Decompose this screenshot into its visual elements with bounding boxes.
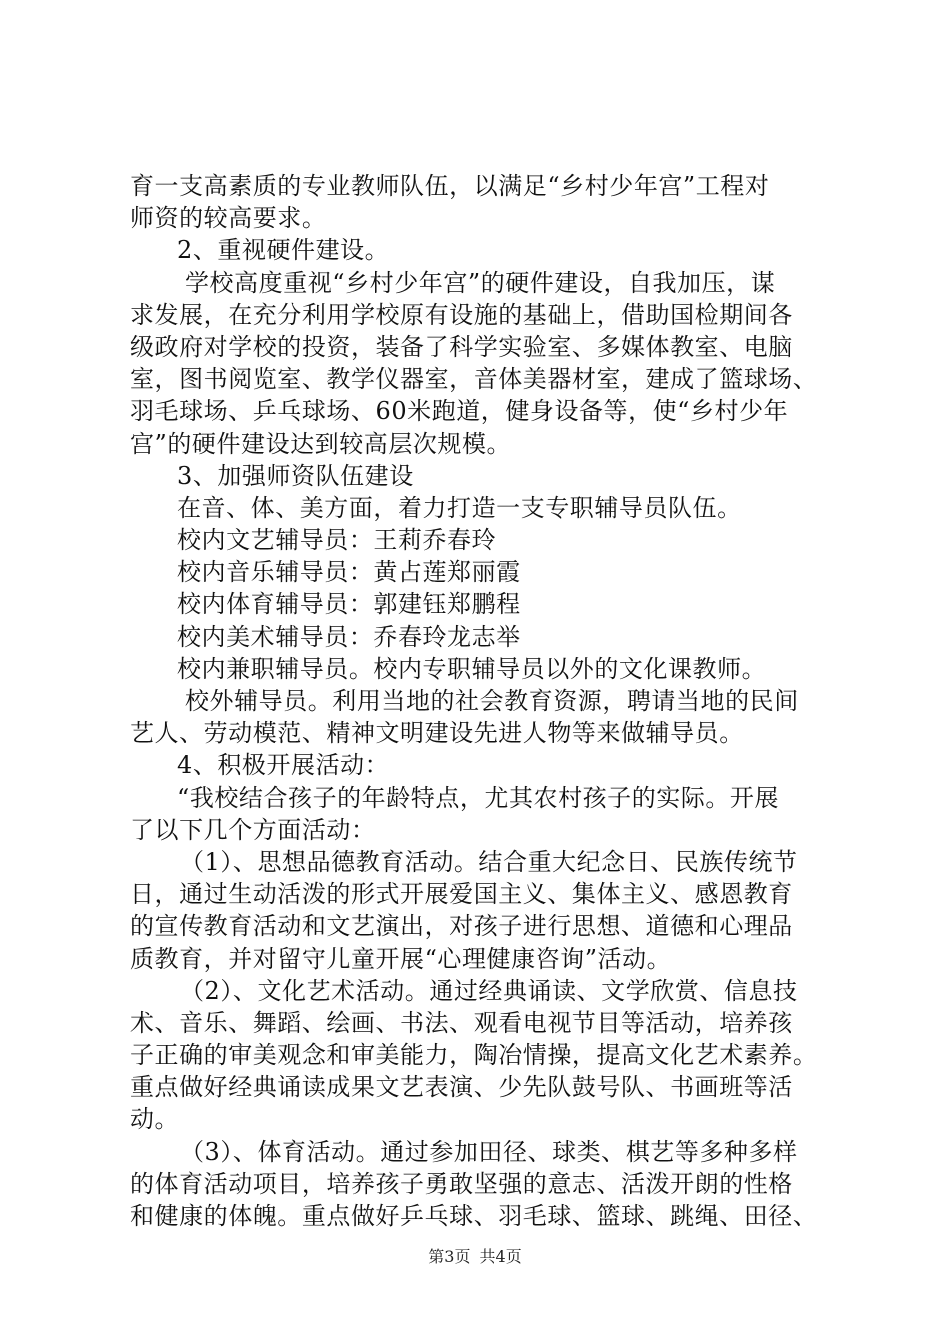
text-line: 质教育，并对留守儿童开展“心理健康咨询”活动。	[130, 944, 672, 973]
text-line: 重点做好经典诵读成果文艺表演、少先队鼓号队、书画班等活	[130, 1073, 793, 1102]
text-line: 羽毛球场、乒乓球场、60米跑道，健身设备等，使“乡村少年	[130, 397, 789, 426]
text-line: （3）、体育活动。通过参加田径、球类、棋艺等多种多样	[180, 1137, 798, 1166]
text-line: 校内文艺辅导员：王莉乔春玲	[177, 526, 497, 555]
text-line: 动。	[130, 1105, 180, 1134]
text-line: 校内音乐辅导员：黄占莲郑丽霞	[177, 558, 521, 587]
text-line: 2、重视硬件建设。	[177, 236, 390, 265]
text-line: 3、加强师资队伍建设	[177, 461, 414, 490]
text-line: 学校高度重视“乡村少年宫”的硬件建设，自我加压，谋	[185, 268, 776, 297]
text-line: （2）、文化艺术活动。通过经典诵读、文学欣赏、信息技	[180, 976, 798, 1005]
page-total: 共4页	[479, 1247, 522, 1266]
text-line: 校内美术辅导员：乔春玲龙志举	[177, 622, 521, 651]
text-line: 了以下几个方面活动：	[130, 815, 376, 844]
text-line: 宫”的硬件建设达到较高层次规模。	[130, 429, 512, 458]
text-line: 子正确的审美观念和审美能力，陶冶情操，提高文化艺术素养。	[130, 1041, 818, 1070]
text-line: 求发展，在充分利用学校原有设施的基础上，借助国检期间各	[130, 300, 793, 329]
text-line: 师资的较高要求。	[130, 204, 327, 233]
text-line: 校外辅导员。利用当地的社会教育资源，聘请当地的民间	[185, 687, 799, 715]
text-line: 术、音乐、舞蹈、绘画、书法、观看电视节目等活动，培养孩	[130, 1008, 793, 1037]
text-line: 和健康的体魄。重点做好乒乓球、羽毛球、篮球、跳绳、田径、	[130, 1202, 818, 1230]
page-number: 第3页	[428, 1247, 471, 1266]
text-line: 校内兼职辅导员。校内专职辅导员以外的文化课教师。	[177, 654, 767, 683]
document-body	[130, 170, 835, 1232]
text-line: 校内体育辅导员：郭建钰郑鹏程	[177, 590, 521, 619]
page-footer	[0, 1244, 950, 1267]
text-line: 级政府对学校的投资，装备了科学实验室、多媒体教室、电脑	[130, 332, 793, 361]
text-line: 室，图书阅览室、教学仪器室，音体美器材室，建成了篮球场、	[130, 365, 818, 394]
text-line: 育一支高素质的专业教师队伍，以满足“乡村少年宫”工程对	[130, 172, 770, 200]
text-line: 艺人、劳动模范、精神文明建设先进人物等来做辅导员。	[130, 719, 744, 748]
text-line: 在音、体、美方面，着力打造一支专职辅导员队伍。	[177, 493, 742, 522]
text-line: （1）、思想品德教育活动。结合重大纪念日、民族传统节	[180, 847, 798, 876]
text-line: 4、积极开展活动：	[177, 751, 390, 780]
text-line: 的宣传教育活动和文艺演出，对孩子进行思想、道德和心理品	[130, 912, 793, 941]
text-line: 的体育活动项目，培养孩子勇敢坚强的意志、活泼开朗的性格	[130, 1169, 793, 1198]
text-line: “我校结合孩子的年龄特点，尤其农村孩子的实际。开展	[177, 783, 780, 812]
text-line: 日，通过生动活泼的形式开展爱国主义、集体主义、感恩教育	[130, 880, 793, 909]
